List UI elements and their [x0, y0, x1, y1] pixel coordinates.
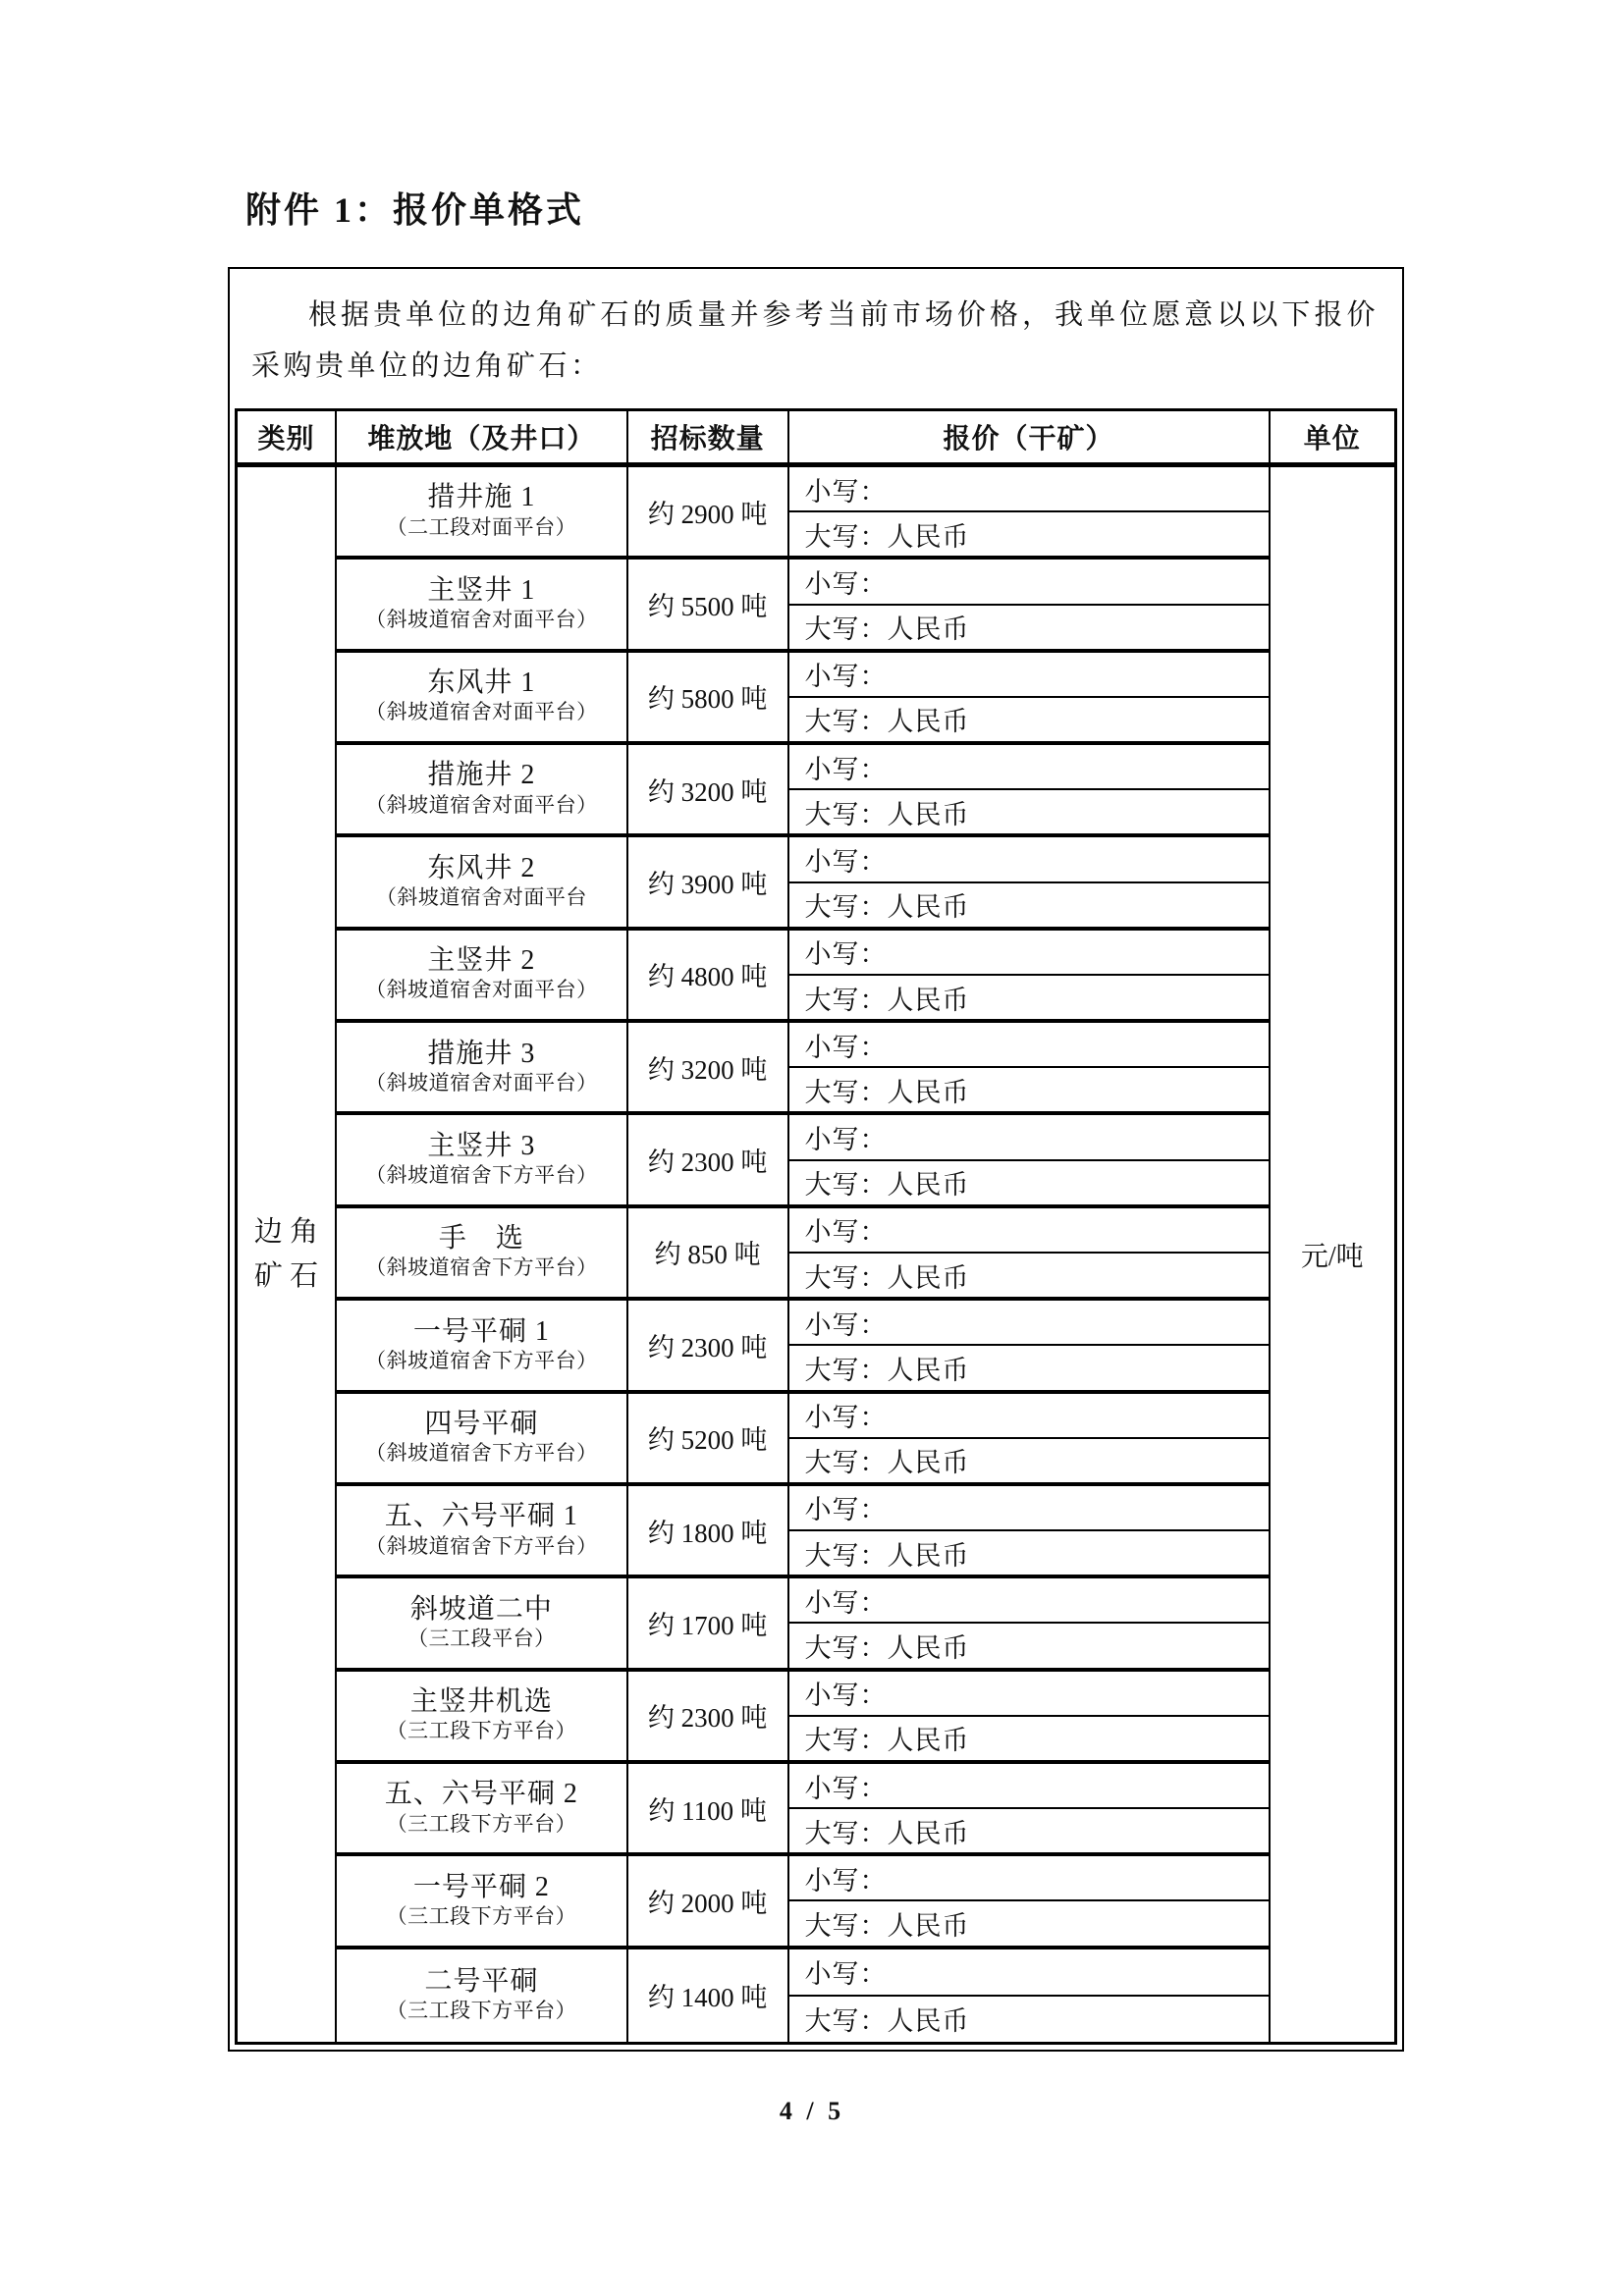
location-site: （斜坡道宿舍下方平台） [365, 1441, 598, 1466]
location-name: 主竖井机选 [409, 1686, 553, 1718]
quote-cell [789, 1486, 1271, 1578]
quote-cell [789, 1764, 1271, 1856]
location-site: （斜坡道宿舍对面平台） [365, 1070, 598, 1095]
quote-large-label: 大写：人民币 [804, 521, 970, 552]
quantity-cell [628, 1208, 789, 1301]
quote-small-blank [789, 1949, 1269, 1997]
location-cell [337, 560, 628, 652]
quantity-value: 约 1700 吨 [647, 1610, 768, 1640]
intro-text: 根据贵单位的边角矿石的质量并参考当前市场价格，我单位愿意以以下报价采购贵单位的边角矿石： [251, 299, 1379, 382]
quote-large-blank [789, 1439, 1269, 1482]
quote-small-blank [789, 745, 1269, 790]
location-cell [337, 653, 628, 745]
page-number: 4 / 5 [779, 2097, 845, 2125]
quote-small-blank [789, 653, 1269, 698]
quote-small-blank [789, 1301, 1269, 1346]
location-site: （斜坡道宿舍对面平台） [365, 792, 598, 817]
location-name: 东风井 1 [427, 667, 536, 699]
quote-small-label: 小写： [804, 1309, 888, 1340]
quote-small-label: 小写： [804, 1495, 888, 1525]
quote-small-label: 小写： [804, 1865, 888, 1896]
quote-cell [789, 1578, 1271, 1671]
quote-small-blank [789, 1394, 1269, 1439]
quote-large-blank [789, 1717, 1269, 1760]
quote-large-label: 大写：人民币 [804, 2006, 970, 2037]
quote-large-label: 大写：人民币 [804, 1448, 970, 1478]
quotation-table [235, 408, 1397, 2045]
quantity-cell [628, 1394, 789, 1486]
quantity-value: 约 2300 吨 [647, 1332, 768, 1362]
quote-small-label: 小写： [804, 754, 888, 784]
location-name: 五、六号平硐 2 [384, 1779, 578, 1810]
location-cell [337, 837, 628, 930]
location-cell [337, 1208, 628, 1301]
quantity-cell [628, 467, 789, 560]
quantity-cell [628, 1578, 789, 1671]
category-line-2: 矿 石 [253, 1260, 319, 1292]
quantity-value: 约 2300 吨 [647, 1703, 768, 1734]
quote-small-label: 小写： [804, 1032, 888, 1062]
location-cell [337, 1578, 628, 1671]
quote-small-label: 小写： [804, 846, 888, 877]
quantity-value: 约 3200 吨 [647, 776, 768, 807]
quote-small-label: 小写： [804, 1403, 888, 1433]
quote-small-label: 小写： [804, 1217, 888, 1248]
quantity-cell [628, 560, 789, 652]
quote-small-blank [789, 1856, 1269, 1901]
location-site: （斜坡道宿舍下方平台） [365, 1348, 598, 1372]
quote-small-blank [789, 467, 1269, 512]
location-name: 五、六号平硐 1 [384, 1501, 578, 1532]
location-name: 一号平硐 1 [412, 1315, 550, 1347]
quote-large-label: 大写：人民币 [804, 1355, 970, 1385]
quote-small-label: 小写： [804, 568, 888, 599]
quote-small-label: 小写： [804, 939, 888, 970]
quote-small-blank [789, 837, 1269, 882]
quote-large-blank [789, 1997, 1269, 2042]
quantity-cell [628, 1115, 789, 1207]
quote-large-label: 大写：人民币 [804, 1262, 970, 1293]
quantity-cell [628, 1301, 789, 1393]
quote-cell [789, 467, 1271, 560]
quote-small-blank [789, 1764, 1269, 1809]
quote-cell [789, 1672, 1271, 1764]
location-cell [337, 1115, 628, 1207]
quote-small-blank [789, 1023, 1269, 1068]
quote-cell [789, 931, 1271, 1023]
quote-large-label: 大写：人民币 [804, 614, 970, 645]
quote-small-label: 小写： [804, 662, 888, 692]
location-site: （斜坡道宿舍对面平台） [365, 607, 598, 631]
quote-cell [789, 837, 1271, 930]
quote-large-label: 大写：人民币 [804, 1726, 970, 1756]
quantity-value: 约 1400 吨 [647, 1983, 768, 2013]
quantity-cell [628, 1764, 789, 1856]
location-name: 东风井 2 [427, 852, 536, 883]
quantity-value: 约 5800 吨 [647, 684, 768, 715]
quantity-cell [628, 653, 789, 745]
location-cell [337, 1394, 628, 1486]
quote-small-label: 小写： [804, 1773, 888, 1803]
quote-large-label: 大写：人民币 [804, 1632, 970, 1663]
quote-large-blank [789, 1809, 1269, 1852]
location-site: （三工段下方平台） [386, 1811, 577, 1836]
location-site: （三工段下方平台） [386, 1903, 577, 1928]
location-name: 斜坡道二中 [409, 1593, 553, 1625]
quote-large-blank [789, 883, 1269, 927]
header-cell-location: 堆放地（及井口） [337, 411, 628, 467]
quote-large-blank [789, 1901, 1269, 1945]
quote-large-blank [789, 1161, 1269, 1204]
quote-large-blank [789, 1624, 1269, 1667]
quote-small-blank [789, 1578, 1269, 1624]
quantity-cell [628, 1949, 789, 2042]
location-site: （斜坡道宿舍下方平台） [365, 1163, 598, 1188]
location-cell [337, 1764, 628, 1856]
quote-small-label: 小写： [804, 1959, 888, 1990]
form-border-box [228, 267, 1404, 2052]
location-site: （斜坡道宿舍下方平台） [365, 1533, 598, 1558]
quote-large-label: 大写：人民币 [804, 985, 970, 1015]
quantity-value: 约 3900 吨 [647, 870, 768, 900]
quantity-value: 约 1100 吨 [648, 1795, 767, 1826]
location-name: 主竖井 3 [427, 1130, 536, 1161]
location-name: 措施井 3 [427, 1038, 536, 1069]
header-cell-quote: 报价（干矿） [789, 411, 1271, 467]
quote-cell [789, 1301, 1271, 1393]
quantity-value: 约 2900 吨 [647, 499, 768, 529]
quote-large-blank [789, 1531, 1269, 1575]
quote-small-label: 小写： [804, 1681, 888, 1711]
location-name: 二号平硐 [424, 1966, 539, 1998]
quote-large-blank [789, 1068, 1269, 1111]
quantity-value: 约 2000 吨 [647, 1888, 768, 1918]
unit-value: 元/吨 [1300, 1242, 1364, 1272]
quantity-value: 约 2300 吨 [647, 1148, 768, 1178]
quote-small-label: 小写： [804, 1125, 888, 1155]
location-cell [337, 1856, 628, 1949]
quantity-value: 约 1800 吨 [647, 1518, 768, 1548]
quote-cell [789, 1949, 1271, 2042]
category-line-1: 边 角 [253, 1216, 319, 1249]
quote-small-label: 小写： [804, 1587, 888, 1618]
location-cell [337, 1672, 628, 1764]
quantity-value: 约 5200 吨 [647, 1425, 768, 1456]
location-site: （斜坡道宿舍对面平台 [375, 885, 587, 910]
page-title: 附件 1：报价单格式 [245, 190, 585, 230]
quote-large-label: 大写：人民币 [804, 1540, 970, 1571]
quote-large-label: 大写：人民币 [804, 1077, 970, 1107]
quote-large-blank [789, 790, 1269, 833]
location-name: 措井施 1 [427, 482, 536, 513]
quote-large-blank [789, 606, 1269, 649]
quantity-cell [628, 1672, 789, 1764]
quantity-value: 约 5500 吨 [647, 592, 768, 622]
location-name: 一号平硐 2 [412, 1871, 550, 1902]
quote-large-blank [789, 1254, 1269, 1297]
quote-cell [789, 1394, 1271, 1486]
quote-large-label: 大写：人民币 [804, 892, 970, 923]
quantity-cell [628, 745, 789, 837]
quantity-cell [628, 837, 789, 930]
quote-large-label: 大写：人民币 [804, 799, 970, 829]
quote-small-blank [789, 1672, 1269, 1717]
location-site: （三工段下方平台） [386, 1999, 577, 2023]
quote-large-label: 大写：人民币 [804, 1911, 970, 1942]
location-name: 四号平硐 [424, 1408, 539, 1439]
quantity-cell [628, 931, 789, 1023]
header-cell-category: 类别 [238, 411, 337, 467]
quote-large-label: 大写：人民币 [804, 1818, 970, 1848]
location-cell [337, 467, 628, 560]
location-cell [337, 745, 628, 837]
location-site: （三工段下方平台） [386, 1719, 577, 1743]
quote-large-label: 大写：人民币 [804, 707, 970, 737]
category-merged-cell [238, 467, 337, 2042]
location-cell [337, 1486, 628, 1578]
location-name: 主竖井 2 [427, 945, 536, 977]
quote-small-blank [789, 560, 1269, 605]
location-cell [337, 931, 628, 1023]
quote-large-blank [789, 1346, 1269, 1389]
location-site: （斜坡道宿舍对面平台） [365, 700, 598, 724]
location-site: （斜坡道宿舍下方平台） [365, 1255, 598, 1280]
location-cell [337, 1949, 628, 2042]
quote-cell [789, 745, 1271, 837]
quantity-value: 约 3200 吨 [647, 1054, 768, 1085]
quantity-cell [628, 1023, 789, 1115]
location-site: （二工段对面平台） [386, 514, 577, 539]
quote-small-blank [789, 931, 1269, 976]
quote-cell [789, 653, 1271, 745]
quote-small-label: 小写： [804, 476, 888, 507]
header-cell-unit: 单位 [1271, 411, 1394, 467]
quote-large-blank [789, 976, 1269, 1019]
quantity-cell [628, 1856, 789, 1949]
quote-cell [789, 1856, 1271, 1949]
location-name: 手 选 [438, 1223, 524, 1255]
quote-large-label: 大写：人民币 [804, 1170, 970, 1201]
location-site: （斜坡道宿舍对面平台） [365, 978, 598, 1002]
quote-large-blank [789, 698, 1269, 741]
quantity-value: 约 4800 吨 [647, 962, 768, 992]
quote-small-blank [789, 1208, 1269, 1254]
quote-small-blank [789, 1115, 1269, 1160]
quantity-value: 约 850 吨 [654, 1240, 761, 1270]
quote-cell [789, 1115, 1271, 1207]
location-cell [337, 1301, 628, 1393]
quote-cell [789, 1023, 1271, 1115]
quote-small-blank [789, 1486, 1269, 1531]
quote-cell [789, 1208, 1271, 1301]
location-site: （三工段平台） [407, 1626, 556, 1650]
quantity-cell [628, 1486, 789, 1578]
location-name: 主竖井 1 [427, 574, 536, 606]
location-name: 措施井 2 [427, 760, 536, 791]
quote-large-blank [789, 512, 1269, 556]
quote-cell [789, 560, 1271, 652]
header-cell-quantity: 招标数量 [628, 411, 789, 467]
unit-merged-cell [1271, 467, 1394, 2042]
location-cell [337, 1023, 628, 1115]
